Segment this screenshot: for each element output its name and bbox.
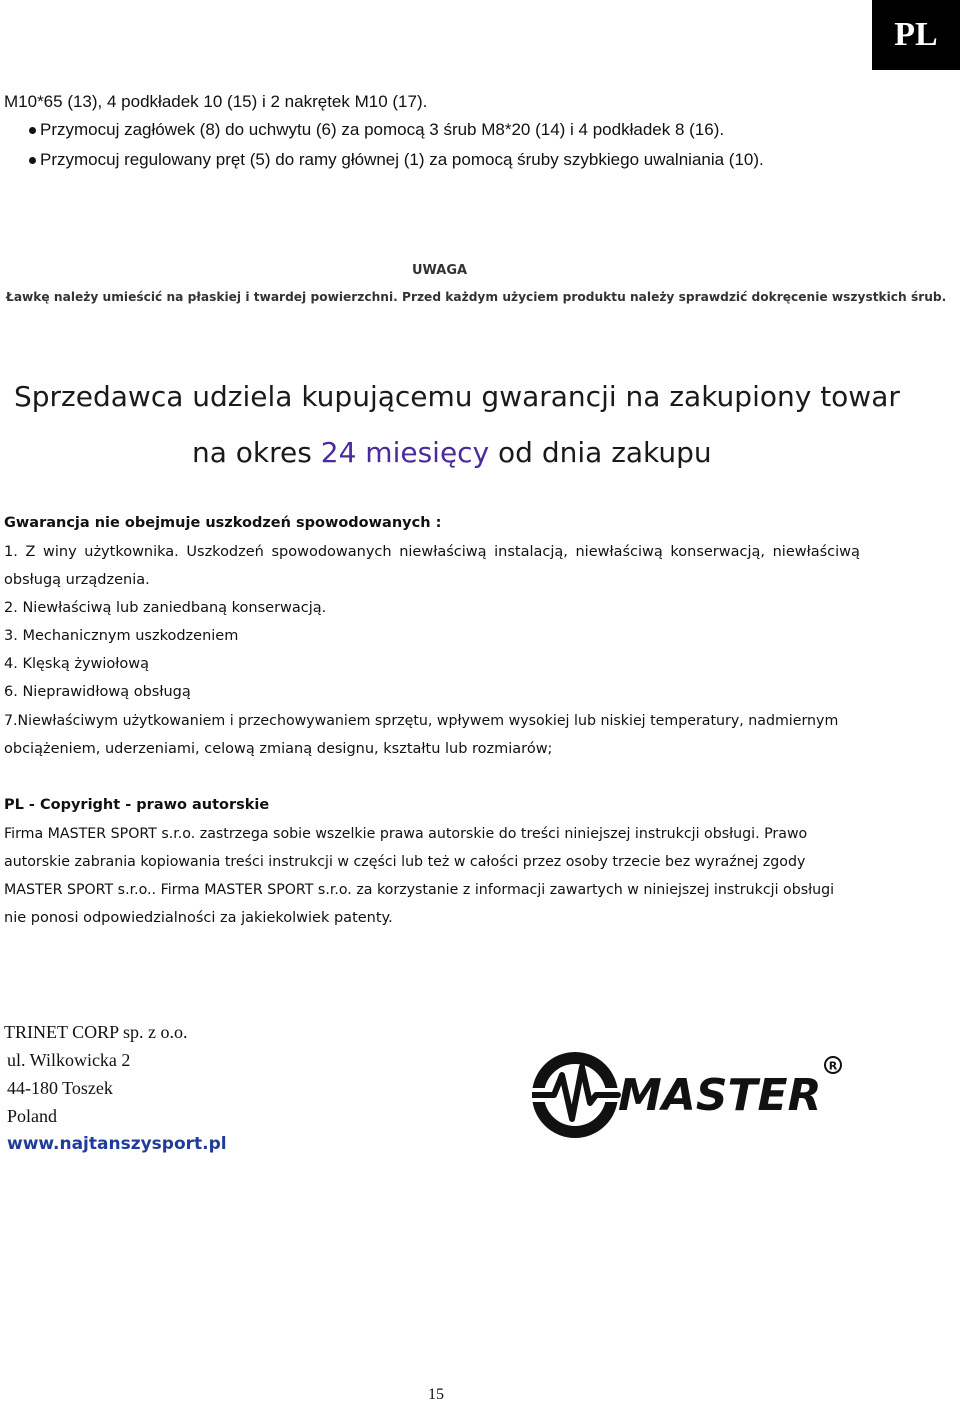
address-country: Poland <box>7 1106 58 1126</box>
warning-text: Ławkę należy umieścić na płaskiej i twardej powierzchni. Przed każdym użyciem produktu należy sprawdzić dokręcenie wszystkich śrub. <box>6 290 947 304</box>
exclusion-item-4: 4. Klęską żywiołową <box>4 656 150 672</box>
company-name: TRINET CORP sp. z o.o. <box>4 1022 188 1042</box>
exclusion-item-6: 6. Nieprawidłową obsługą <box>4 684 191 700</box>
registered-mark: R <box>828 1059 838 1073</box>
guarantee-prefix: na okres <box>192 436 321 469</box>
copyright-line-4: nie ponosi odpowiedzialności za jakiekolwiek patenty. <box>4 910 393 926</box>
guarantee-period: 24 miesięcy <box>320 436 490 469</box>
guarantee-line-2 <box>192 436 712 469</box>
guarantee-suffix: od dnia zakupu <box>489 436 712 469</box>
bullet-dot <box>29 127 36 134</box>
exclusion-item-7-cont: obciążeniem, uderzeniami, celową zmianą designu, kształtu lub rozmiarów; <box>4 741 553 757</box>
address-street: ul. Wilkowicka 2 <box>7 1050 131 1070</box>
master-logo <box>532 1052 852 1138</box>
copyright-line-1: Firma MASTER SPORT s.r.o. zastrzega sobie wszelkie prawa autorskie do treści niniejszej instrukcji obsługi. Prawo <box>4 826 808 842</box>
guarantee-line-1: Sprzedawca udziela kupującemu gwarancji na zakupiony towar <box>14 380 900 413</box>
master-logo-mark <box>532 1052 852 1138</box>
page-number: 15 <box>428 1386 444 1403</box>
bullet-dot <box>29 157 36 164</box>
intro-line: M10*65 (13), 4 podkładek 10 (15) i 2 nakrętek M10 (17). <box>4 92 428 111</box>
logo-wordmark: MASTER <box>618 1070 822 1121</box>
warning-title: UWAGA <box>412 263 468 278</box>
intro-bullet-1: Przymocuj zagłówek (8) do uchwytu (6) za pomocą 3 śrub M8*20 (14) i 4 podkładek 8 (16). <box>40 120 725 139</box>
intro-bullet-2: Przymocuj regulowany pręt (5) do ramy głównej (1) za pomocą śruby szybkiego uwalniania (10). <box>40 150 764 169</box>
exclusion-item-1-text: Uszkodzeń spowodowanych niewłaściwą instalacją, niewłaściwą konserwacją, niewłaściwą <box>186 544 860 560</box>
exclusion-item-1-label: 1. Z winy użytkownika. <box>4 544 179 560</box>
website-link[interactable]: www.najtanszysport.pl <box>7 1134 227 1154</box>
copyright-line-2: autorskie zabrania kopiowania treści instrukcji w części lub też w całości przez osoby trzecie bez wyraźnej zgody <box>4 854 806 870</box>
copyright-line-3: MASTER SPORT s.r.o.. Firma MASTER SPORT s.r.o. za korzystanie z informacji zawartych w niniejszej instrukcji obsługi <box>4 882 835 898</box>
exclusion-item-3: 3. Mechanicznym uszkodzeniem <box>4 628 239 644</box>
exclusion-item-1 <box>4 544 860 560</box>
exclusions-heading: Gwarancja nie obejmuje uszkodzeń spowodowanych : <box>4 515 442 531</box>
exclusion-item-2: 2. Niewłaściwą lub zaniedbaną konserwacją. <box>4 600 327 616</box>
language-badge: PL <box>872 0 960 70</box>
exclusion-item-7: 7.Niewłaściwym użytkowaniem i przechowywaniem sprzętu, wpływem wysokiej lub niskiej temperatury, nadmiernym <box>4 713 839 729</box>
exclusion-item-1-cont: obsługą urządzenia. <box>4 572 150 588</box>
address-city: 44-180 Toszek <box>7 1078 113 1098</box>
copyright-heading: PL - Copyright - prawo autorskie <box>4 797 270 813</box>
